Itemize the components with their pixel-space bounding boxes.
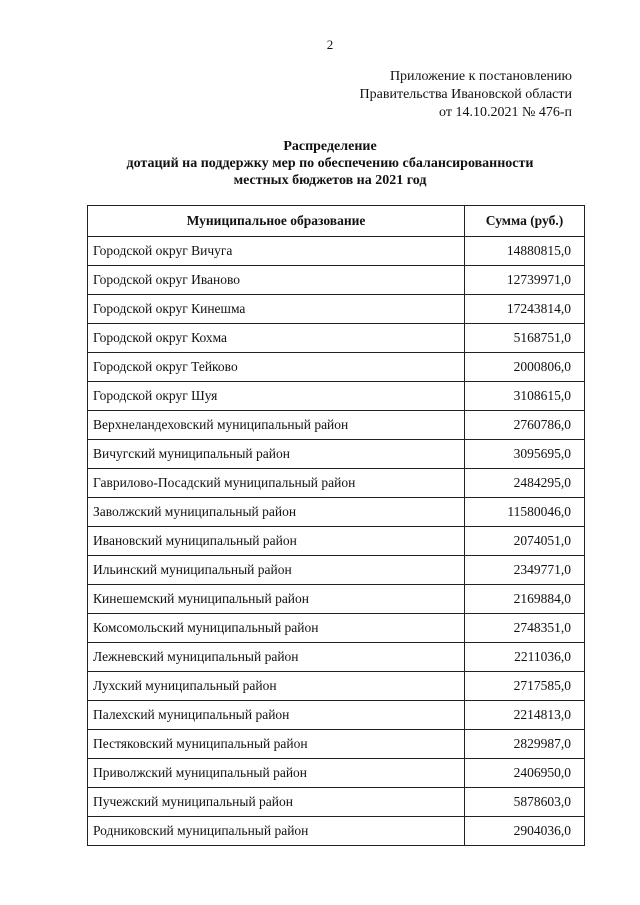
appendix-line-1: Приложение к постановлению (389, 69, 572, 84)
municipality-cell: Городской округ Шуя (88, 382, 465, 411)
municipality-cell: Гаврилово-Посадский муниципальный район (88, 469, 465, 498)
municipality-cell: Кинешемский муниципальный район (88, 585, 465, 614)
amount-cell: 5878603,0 (465, 788, 585, 817)
amount-cell: 2904036,0 (465, 817, 585, 846)
table-row (88, 730, 585, 759)
amount-cell: 12739971,0 (465, 266, 585, 295)
municipality-cell: Заволжский муниципальный район (88, 498, 465, 527)
amount-cell: 2829987,0 (465, 730, 585, 759)
municipality-cell: Комсомольский муниципальный район (88, 614, 465, 643)
municipality-cell: Пучежский муниципальный район (88, 788, 465, 817)
amount-cell: 2000806,0 (465, 353, 585, 382)
page-number: 2 (326, 37, 334, 52)
document-title (0, 138, 640, 189)
title-line-3: местных бюджетов на 2021 год (233, 173, 427, 188)
table-row (88, 701, 585, 730)
municipality-cell: Городской округ Иваново (88, 266, 465, 295)
table-row (88, 382, 585, 411)
table-row (88, 585, 585, 614)
table-row (88, 295, 585, 324)
table-row (88, 237, 585, 266)
municipality-cell: Городской округ Вичуга (88, 237, 465, 266)
amount-cell: 3095695,0 (465, 440, 585, 469)
amount-cell: 2484295,0 (465, 469, 585, 498)
municipality-cell: Палехский муниципальный район (88, 701, 465, 730)
municipality-cell: Приволжский муниципальный район (88, 759, 465, 788)
amount-cell: 2748351,0 (465, 614, 585, 643)
municipality-cell: Ивановский муниципальный район (88, 527, 465, 556)
amount-cell: 2717585,0 (465, 672, 585, 701)
title-line-1: Распределение (283, 139, 377, 154)
table-row (88, 498, 585, 527)
table-row (88, 469, 585, 498)
amount-cell: 17243814,0 (465, 295, 585, 324)
municipality-cell: Лухский муниципальный район (88, 672, 465, 701)
header-amount: Сумма (руб.) (465, 206, 585, 237)
table-row (88, 266, 585, 295)
municipality-cell: Ильинский муниципальный район (88, 556, 465, 585)
municipality-cell: Городской округ Кинешма (88, 295, 465, 324)
title-line-2: дотаций на поддержку мер по обеспечению сбалансированности (126, 156, 534, 171)
municipality-cell: Родниковский муниципальный район (88, 817, 465, 846)
table-row (88, 527, 585, 556)
amount-cell: 11580046,0 (465, 498, 585, 527)
table-row (88, 556, 585, 585)
table-row (88, 672, 585, 701)
amount-cell: 2406950,0 (465, 759, 585, 788)
table-row (88, 817, 585, 846)
municipality-cell: Лежневский муниципальный район (88, 643, 465, 672)
table-row (88, 440, 585, 469)
appendix-line-3: от 14.10.2021 № 476-п (439, 105, 572, 120)
table-row (88, 759, 585, 788)
amount-cell: 2349771,0 (465, 556, 585, 585)
amount-cell: 3108615,0 (465, 382, 585, 411)
table-row (88, 643, 585, 672)
amount-cell: 2074051,0 (465, 527, 585, 556)
header-municipality: Муниципальное образование (88, 206, 465, 237)
municipality-cell: Верхнеландеховский муниципальный район (88, 411, 465, 440)
appendix-line-2: Правительства Ивановской области (359, 87, 572, 102)
table-body (88, 237, 585, 846)
table-row (88, 353, 585, 382)
municipality-cell: Городской округ Тейково (88, 353, 465, 382)
appendix-header (360, 68, 572, 122)
table-row (88, 788, 585, 817)
table-row (88, 324, 585, 353)
allocation-table (87, 205, 585, 846)
amount-cell: 2211036,0 (465, 643, 585, 672)
amount-cell: 2169884,0 (465, 585, 585, 614)
table-header-row (88, 206, 585, 237)
amount-cell: 5168751,0 (465, 324, 585, 353)
municipality-cell: Вичугский муниципальный район (88, 440, 465, 469)
amount-cell: 2214813,0 (465, 701, 585, 730)
municipality-cell: Городской округ Кохма (88, 324, 465, 353)
amount-cell: 14880815,0 (465, 237, 585, 266)
table-row (88, 411, 585, 440)
table-row (88, 614, 585, 643)
municipality-cell: Пестяковский муниципальный район (88, 730, 465, 759)
amount-cell: 2760786,0 (465, 411, 585, 440)
